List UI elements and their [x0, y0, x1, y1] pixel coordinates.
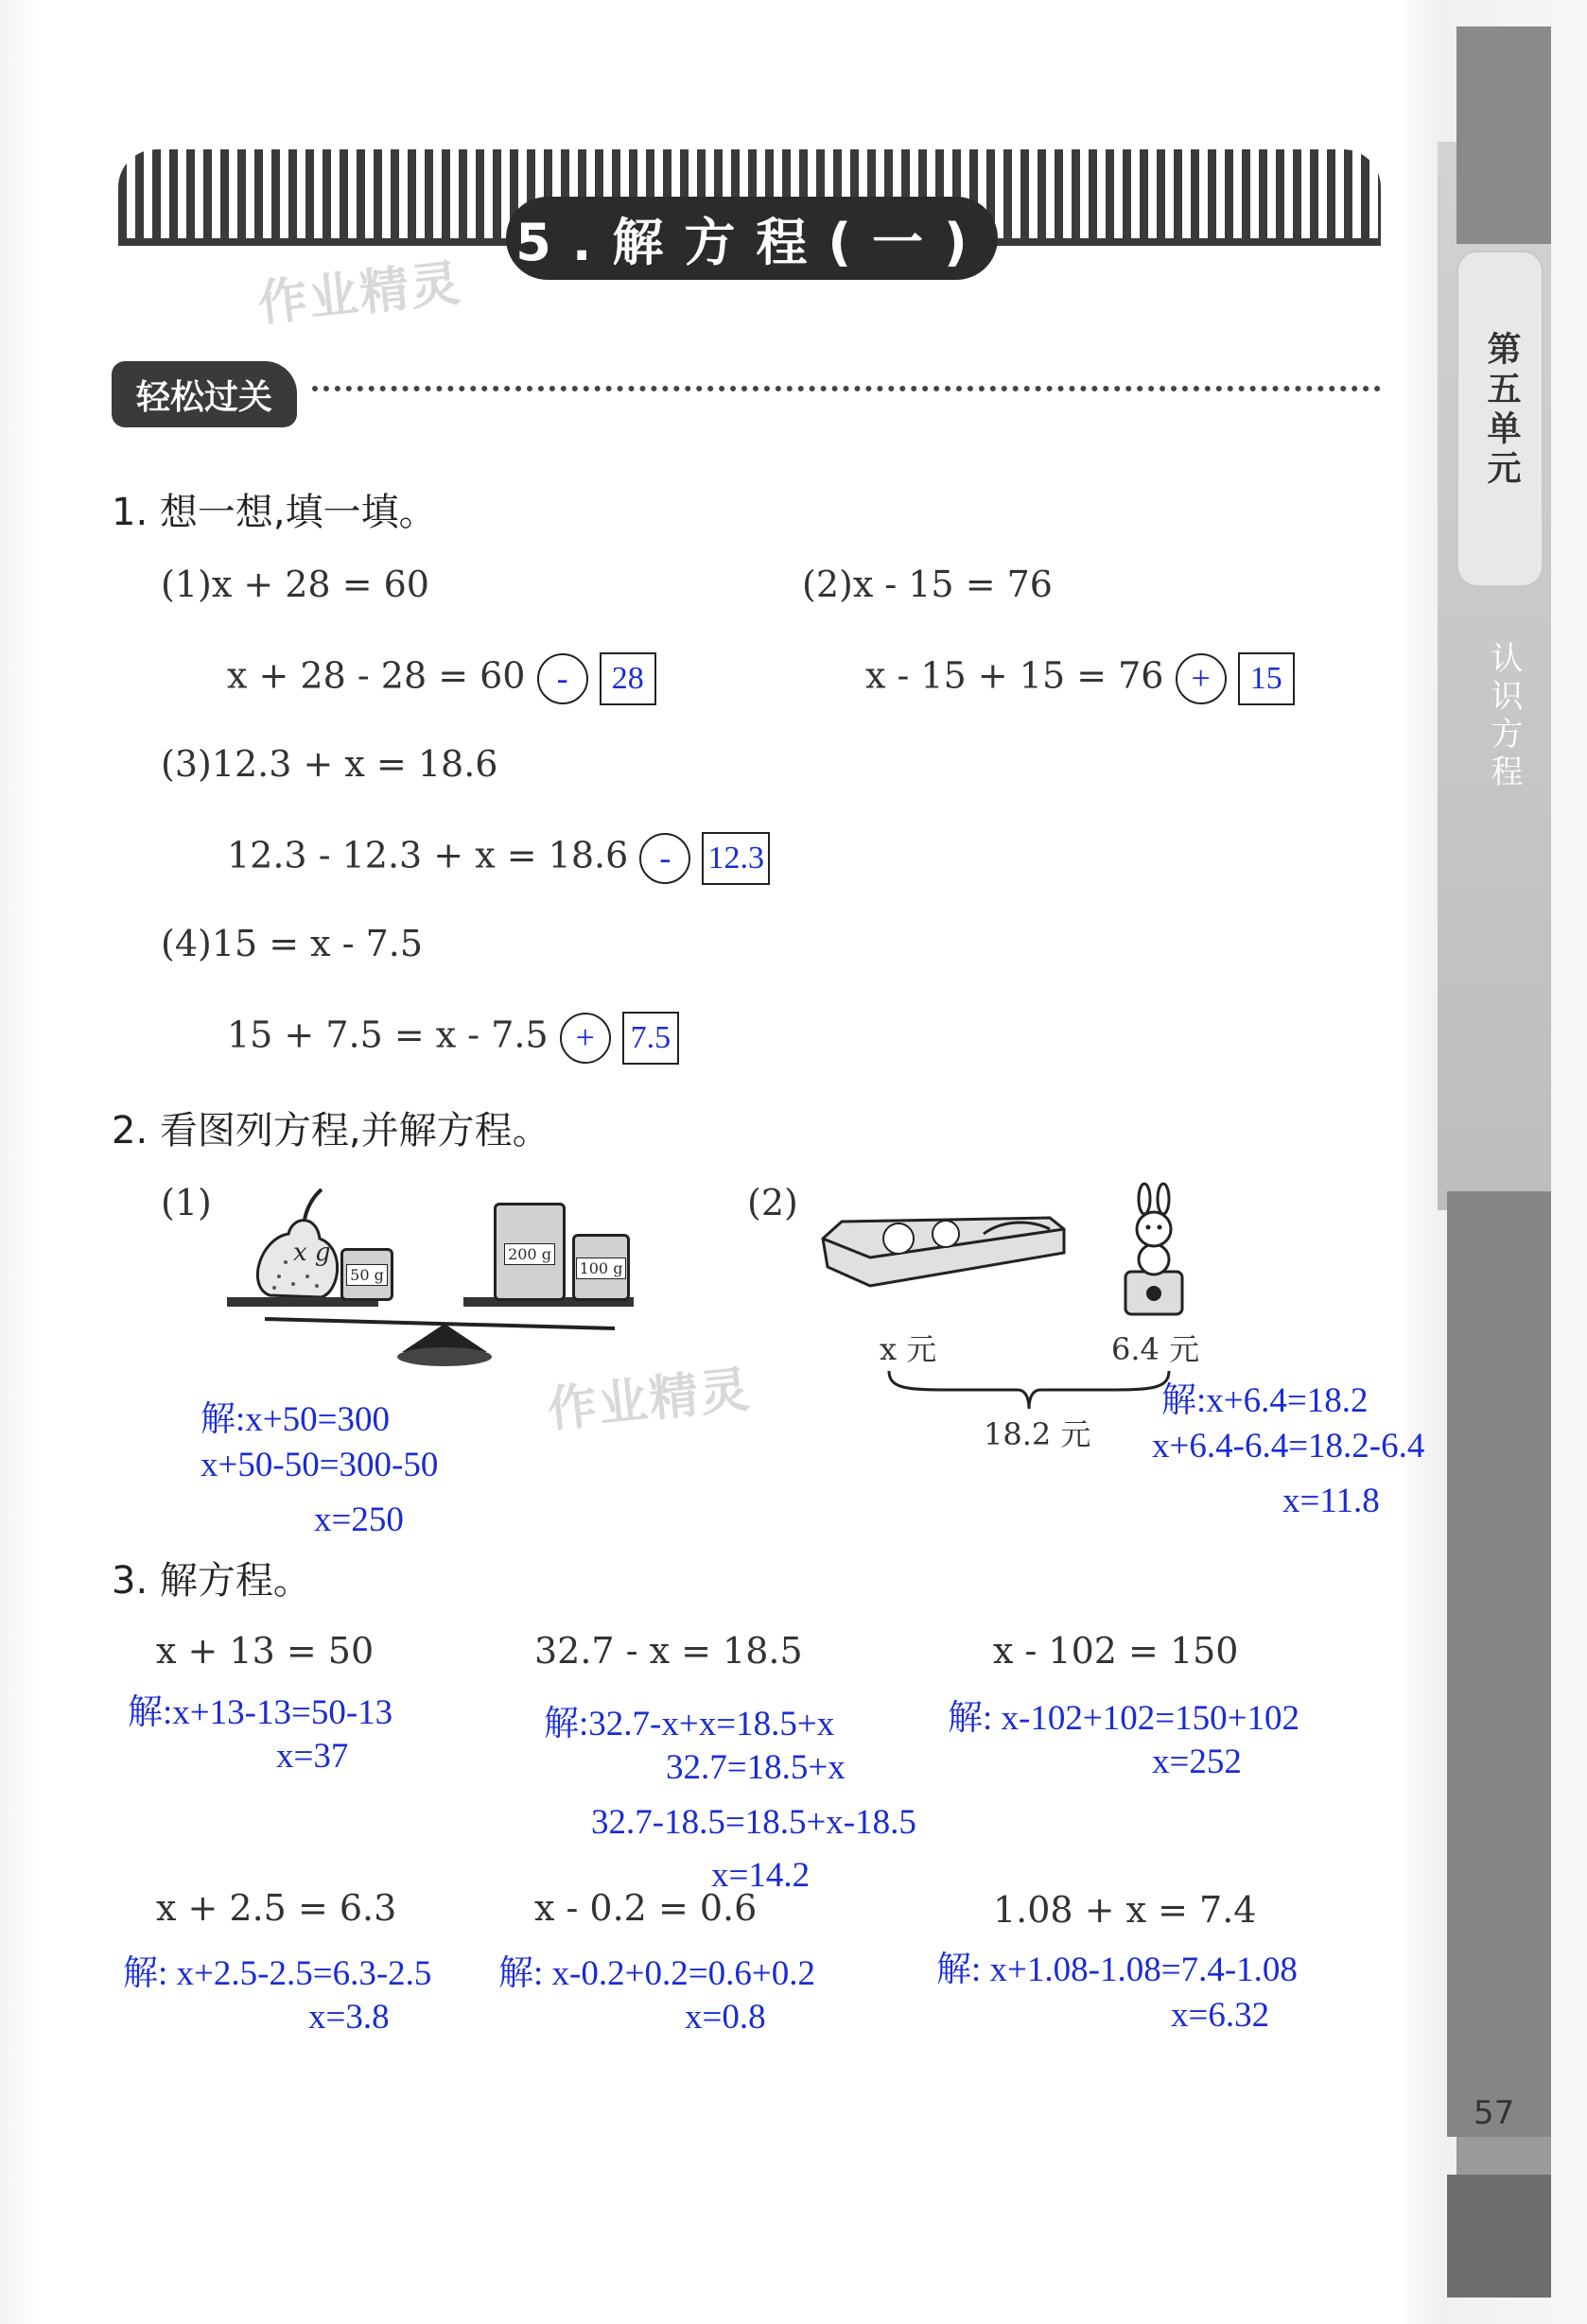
q3-problem1-work2: x=37	[276, 1737, 349, 1776]
q2-part2-answer-line3: x=11.8	[1282, 1482, 1380, 1520]
q2-part1-label: (1)	[161, 1182, 212, 1223]
total-brace	[887, 1369, 1171, 1411]
q1-item2-operator[interactable]: +	[1176, 653, 1227, 704]
q1-heading: 1. 想一想,填一填。	[112, 491, 437, 534]
q1-item4-operator[interactable]: +	[560, 1013, 611, 1064]
q2-part1-answer-line2: x+50-50=300-50	[201, 1446, 439, 1484]
section-tag-label: 轻松过关	[135, 377, 272, 417]
q3-problem1-work1: 解:x+13-13=50-13	[128, 1693, 393, 1732]
balance-scale-picture	[227, 1182, 653, 1371]
section-tag	[112, 361, 297, 427]
side-tab-top	[1456, 26, 1551, 244]
side-tab-lower	[1447, 1191, 1551, 2137]
q3-problem4-work1: 解: x+2.5-2.5=6.3-2.5	[123, 1954, 432, 1993]
q1-item1-step: x + 28 - 28 = 60 - 28	[227, 652, 656, 705]
toy-price: 6.4 元	[1111, 1331, 1200, 1367]
watermark: 作业精灵	[255, 254, 465, 334]
q3-problem2-work2: 32.7=18.5+x	[666, 1748, 846, 1787]
brace-icon	[887, 1369, 1171, 1411]
q1-item3-answer-box[interactable]: 12.3	[702, 832, 770, 885]
weight-200g: 200 g	[494, 1203, 566, 1301]
title-pill	[506, 197, 998, 280]
q3-problem5-work1: 解: x-0.2+0.2=0.6+0.2	[498, 1954, 815, 1993]
q1-item4-answer-box[interactable]: 7.5	[622, 1012, 679, 1065]
pencil-case-price: x 元	[880, 1331, 937, 1367]
pencil-case-picture	[813, 1182, 1211, 1324]
weight-100g: 100 g	[572, 1234, 630, 1301]
q1-item2-answer-box[interactable]: 15	[1238, 652, 1295, 705]
q3-problem3-work1: 解: x-102+102=150+102	[948, 1699, 1299, 1738]
q2-part2-label: (2)	[747, 1182, 798, 1223]
weight-50g: 50 g	[340, 1248, 393, 1301]
total-price: 18.2 元	[984, 1416, 1091, 1452]
q3-problem4-work2: x=3.8	[308, 1998, 390, 2037]
q3-problem4-equation: x + 2.5 = 6.3	[156, 1887, 397, 1929]
unit-label: 第五单元	[1482, 331, 1521, 490]
q1-item3-step: 12.3 - 12.3 + x = 18.6 - 12.3	[227, 832, 770, 885]
q1-item1-operator[interactable]: -	[537, 653, 588, 704]
q3-problem5-equation: x - 0.2 = 0.6	[534, 1887, 758, 1929]
q2-part1-answer-line3: x=250	[314, 1500, 404, 1539]
q3-problem6-work2: x=6.32	[1171, 1996, 1270, 2035]
page-title: 5.解方程(一)	[515, 212, 988, 272]
q3-heading: 3. 解方程。	[112, 1559, 311, 1603]
q1-item4-step: 15 + 7.5 = x - 7.5 + 7.5	[227, 1012, 679, 1065]
topic-label: 认识方程	[1485, 641, 1523, 792]
dotted-divider	[312, 386, 1381, 391]
q3-problem6-work1: 解: x+1.08-1.08=7.4-1.08	[936, 1951, 1298, 1989]
pear-label: x g	[293, 1239, 331, 1267]
q3-problem2-equation: 32.7 - x = 18.5	[534, 1630, 803, 1672]
page-number: 57	[1474, 2094, 1515, 2132]
q3-problem1-equation: x + 13 = 50	[156, 1630, 375, 1672]
watermark-2: 作业精灵	[545, 1361, 755, 1440]
pencil-case-icon	[813, 1182, 1211, 1324]
q1-item3-equation: (3)12.3 + x = 18.6	[161, 743, 498, 785]
q2-part1-answer-line1: 解:x+50=300	[201, 1400, 391, 1439]
q2-heading: 2. 看图列方程,并解方程。	[112, 1109, 550, 1153]
q3-problem6-equation: 1.08 + x = 7.4	[993, 1889, 1257, 1931]
q3-problem2-work4: x=14.2	[711, 1856, 811, 1895]
q3-problem3-equation: x - 102 = 150	[993, 1630, 1239, 1672]
q1-item2-step: x - 15 + 15 = 76 + 15	[865, 652, 1295, 705]
q3-problem2-work1: 解:32.7-x+x=18.5+x	[544, 1705, 835, 1743]
q3-problem3-work2: x=252	[1152, 1743, 1242, 1781]
q1-item2-equation: (2)x - 15 = 76	[802, 564, 1053, 605]
q1-item1-equation: (1)x + 28 = 60	[161, 564, 429, 605]
q1-item4-equation: (4)15 = x - 7.5	[161, 923, 424, 964]
q1-item1-answer-box[interactable]: 28	[600, 652, 656, 705]
q3-problem5-work2: x=0.8	[685, 1998, 766, 2037]
q2-part2-answer-line2: x+6.4-6.4=18.2-6.4	[1152, 1427, 1425, 1466]
side-tab-bottom	[1447, 2175, 1551, 2298]
q2-part2-answer-line1: 解:x+6.4=18.2	[1161, 1381, 1369, 1420]
q3-problem2-work3: 32.7-18.5=18.5+x-18.5	[591, 1803, 916, 1842]
q1-item3-operator[interactable]: -	[639, 833, 690, 884]
